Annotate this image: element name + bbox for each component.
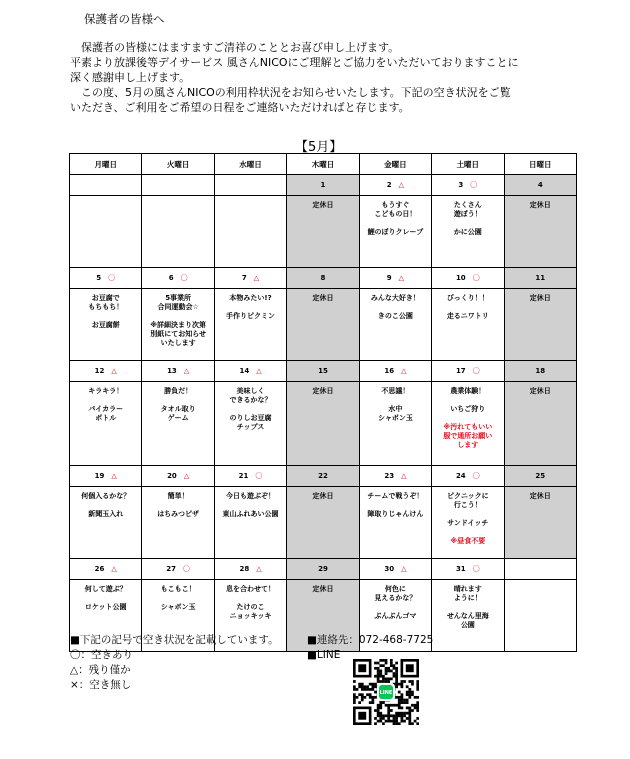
activity-line: シャボン玉 [160,603,196,611]
calendar-date-row [70,361,577,382]
activity-note: します [457,441,479,449]
letter-paragraph: 保護者の皆様にはますますご清祥のこととお喜び申し上げます。 [70,41,400,54]
activity-line: 不思議！ [381,387,410,395]
closed-day-cell [287,487,359,559]
activity-line: バイカラー [88,405,124,413]
activity-line [432,219,503,228]
activity-line [70,594,141,603]
calendar-day-header [504,361,576,382]
activity-line: チップス [236,423,265,431]
closed-day-cell [504,487,576,559]
activity-cell [142,487,214,559]
weekday-header: 火曜日 [142,154,214,175]
day-number: 20 [167,472,177,480]
availability-few-icon: △ [111,367,117,375]
calendar-event-row [70,487,577,559]
letter-paragraph: いただき、ご利用をご希望の日程をご連絡いただければと存じます。 [70,101,410,114]
calendar-day-header [287,175,359,196]
line-qr-code-icon[interactable] [353,659,419,725]
calendar-day-header [504,268,576,289]
activity-line [142,312,213,321]
calendar-date-row [70,466,577,487]
activity-cell [70,196,142,268]
calendar-day-header [287,268,359,289]
day-number: 21 [238,472,249,480]
activity-line: お豆腐で [91,294,120,302]
activity-line [432,603,503,612]
day-number: 30 [384,565,395,573]
activity-cell [432,487,504,559]
activity-line: びっくり！！ [446,294,489,302]
activity-line: 定休日 [312,492,334,500]
day-number: 26 [94,565,105,573]
activity-line: 本物みたい!? [229,294,272,302]
availability-open-icon: 〇 [183,565,190,573]
weekday-header: 水曜日 [214,154,286,175]
activity-line: もうすぐ [381,201,410,209]
calendar-title: 【5月】 [295,140,343,155]
activity-line: 合同運動会☆ [157,303,199,311]
closed-day-cell [287,289,359,361]
contact-line-label: ■LINE [307,649,341,661]
availability-few-icon: △ [183,367,190,375]
activity-line: もこもこ！ [160,585,196,593]
activity-line: 何個入るかな？ [81,492,131,500]
day-number: 24 [455,472,466,480]
calendar-day-header [214,559,286,580]
closed-day-cell [287,196,359,268]
day-number: 29 [318,565,328,573]
activity-cell [432,382,504,466]
activity-cell [214,289,286,361]
activity-line: 晴れます [453,585,482,593]
day-number: 5 [96,274,102,282]
activity-line: 定休日 [529,492,551,500]
activity-line: ロケット公園 [84,603,127,611]
activity-line [360,219,431,228]
activity-cell [359,382,431,466]
day-number: 12 [94,367,105,375]
activity-line: 見えるかな？ [374,594,417,602]
activity-line [215,501,286,510]
activity-line: たくさん [453,201,482,209]
activity-line [360,303,431,312]
activity-line: 定休日 [312,387,334,395]
availability-few-icon: △ [401,367,407,375]
day-number: 31 [455,565,466,573]
activity-line: 定休日 [312,201,334,209]
day-number: 14 [239,367,250,375]
activity-line: 定休日 [529,387,551,395]
availability-calendar [69,153,577,652]
activity-line: かに公園 [453,228,482,236]
day-number: 4 [537,181,543,189]
contact-phone: ■連絡先：072-468-7725 [307,634,434,646]
activity-cell [359,487,431,559]
activity-line: ように！ [453,594,482,602]
activity-line: みんな大好き！ [370,294,420,302]
calendar-day-header [142,466,214,487]
activity-cell [432,289,504,361]
activity-line: 行こう！ [453,501,482,509]
activity-line [70,396,141,405]
calendar-day-header [70,559,142,580]
activity-cell [142,196,214,268]
weekday-header: 土曜日 [432,154,504,175]
availability-few-icon: △ [183,472,190,480]
activity-line: 鯉のぼりクレープ [367,228,424,236]
calendar-day-header [287,559,359,580]
activity-cell [359,289,431,361]
availability-few-icon: △ [401,565,407,573]
calendar-day-header [504,466,576,487]
activity-cell [214,487,286,559]
availability-open-icon: 〇 [472,472,480,480]
availability-open-icon: 〇 [470,181,478,189]
activity-line [215,303,286,312]
legend-item-available: 〇：空きあり [70,649,133,661]
letter-paragraph: この度、5月の風さんNICOの利用枠状況をお知らせいたします。下記の空き状況をご覧 [70,86,511,99]
calendar-day-header [432,559,504,580]
activity-line: シャボン玉 [377,414,413,422]
activity-cell [214,196,286,268]
availability-few-icon: △ [398,181,405,189]
calendar-day-header [142,559,214,580]
day-number: 3 [458,181,464,189]
availability-few-icon: △ [111,565,117,573]
activity-line: タオル取り [160,405,196,413]
activity-line: 障取りじゃんけん [367,510,424,518]
day-number: 19 [94,472,105,480]
activity-cell [70,382,142,466]
activity-line: お豆腐餅 [91,321,120,329]
availability-few-icon: △ [256,565,262,573]
activity-line [70,501,141,510]
calendar-date-row [70,268,577,289]
activity-cell [359,196,431,268]
day-number: 2 [386,181,392,189]
calendar-date-row [70,175,577,196]
activity-line [432,303,503,312]
activity-line [432,510,503,519]
day-number: 25 [535,472,546,480]
calendar-day-header [70,361,142,382]
activity-line [432,528,503,537]
activity-cell [142,289,214,361]
availability-few-icon: △ [401,472,407,480]
activity-line: ぶんぶんゴマ [374,612,417,620]
day-number: 27 [166,565,176,573]
activity-line: 定休日 [312,294,334,302]
activity-cell [504,580,576,652]
day-number: 7 [241,274,247,282]
calendar-day-header [359,268,431,289]
calendar-day-header [432,268,504,289]
activity-line [215,594,286,603]
activity-line: 今日も遊ぶぞ！ [226,492,276,500]
activity-note: 服で通所お願い [443,432,493,440]
weekday-header: 木曜日 [287,154,359,175]
letter-paragraph: 平素より放課後等デイサービス 風さんNICOにご理解とご協力をいただいておりますことに [70,56,519,69]
activity-line: 何して遊ぶ？ [84,585,127,593]
day-number: 8 [320,274,326,282]
calendar-day-header [359,559,431,580]
activity-line [142,396,213,405]
calendar-day-header [142,175,214,196]
activity-line: ニョッキッキ [229,612,272,620]
calendar-day-header [70,268,142,289]
calendar-day-header [287,466,359,487]
activity-line: 美味しく [236,387,265,395]
activity-line: せんなん里海 [446,612,489,620]
availability-legend [70,633,279,693]
calendar-day-header [142,268,214,289]
activity-line [70,312,141,321]
activity-line [360,603,431,612]
activity-line [432,396,503,405]
calendar-day-header [359,361,431,382]
day-number: 23 [384,472,395,480]
activity-line [360,501,431,510]
calendar-day-header [359,466,431,487]
day-number: 28 [239,565,250,573]
calendar-day-header [214,268,286,289]
activity-line [142,501,213,510]
availability-open-icon: 〇 [472,274,480,282]
legend-item-full: ×：空き無し [70,679,132,691]
activity-line: 新聞玉入れ [88,510,124,518]
activity-line: 定休日 [529,294,551,302]
activity-line: 定休日 [312,585,334,593]
activity-line: 東山ふれあい公園 [222,510,279,518]
availability-few-icon: △ [256,367,262,375]
activity-line: はちみつピザ [157,510,200,518]
letter-body [70,40,590,115]
activity-line: チームで戦うぞ！ [367,492,424,500]
weekday-header: 金曜日 [359,154,431,175]
activity-cell [432,580,504,652]
availability-open-icon: 〇 [472,367,480,375]
day-number: 17 [455,367,466,375]
activity-line [432,414,503,423]
svg-text:LINE: LINE [379,690,393,696]
calendar-day-header [214,361,286,382]
calendar-event-row [70,382,577,466]
calendar-event-row [70,289,577,361]
calendar-day-header [214,466,286,487]
calendar-day-header [70,466,142,487]
calendar-day-header [287,361,359,382]
day-number: 15 [318,367,328,375]
activity-line: たけのこ [236,603,265,611]
activity-line: ゲーム [167,414,189,422]
activity-line: 走るニワトリ [446,312,489,320]
weekday-header: 月曜日 [70,154,142,175]
calendar-day-header [432,175,504,196]
activity-line: 息を合わせて！ [226,585,276,593]
activity-line: サンドイッチ [447,519,489,527]
activity-line: 遊ぼう！ [453,210,482,218]
availability-open-icon: 〇 [180,274,188,282]
day-number: 13 [167,367,177,375]
activity-line: 勝負だ！ [164,387,193,395]
calendar-day-header [432,361,504,382]
activity-line: キラキラ！ [88,387,124,395]
activity-line [215,405,286,414]
activity-line: いちご狩り [450,405,486,413]
calendar-day-header [504,559,576,580]
calendar-day-header [70,175,142,196]
activity-line: もちもち！ [88,303,124,311]
activity-line [142,594,213,603]
activity-line: 農業体験！ [450,387,486,395]
activity-line [360,396,431,405]
availability-few-icon: △ [111,472,117,480]
activity-cell [214,382,286,466]
calendar-day-header [359,175,431,196]
letter-paragraph: 深く感謝申し上げます。 [70,71,191,84]
availability-open-icon: 〇 [108,274,116,282]
calendar-day-header [214,175,286,196]
activity-cell [70,289,142,361]
activity-line: 別紙にてお知らせ [150,330,207,338]
activity-line: 何色に [384,585,406,593]
legend-item-few-left: △：残り僅か [70,664,131,676]
availability-few-icon: △ [398,274,405,282]
letter-greeting: 保護者の皆様へ [84,12,165,26]
weekday-header-row [70,154,577,175]
day-number: 16 [384,367,395,375]
activity-line: できるかな？ [229,396,272,404]
activity-line: いたします [160,339,196,347]
activity-line: ピクニックに [447,492,489,500]
day-number: 22 [318,472,328,480]
legend-title: ■下記の記号で空き状況を記載しています。 [70,634,279,646]
activity-line: きのこ公園 [377,312,413,320]
activity-line: 手作りピクミン [226,312,276,320]
calendar-date-row [70,559,577,580]
activity-line: ※詳細決まり次第 [150,321,207,329]
calendar-event-row [70,196,577,268]
closed-day-cell [504,196,576,268]
calendar-day-header [432,466,504,487]
day-number: 18 [535,367,546,375]
activity-line: 水中 [388,405,403,413]
day-number: 10 [455,274,466,282]
activity-line: 公園 [460,621,475,629]
availability-open-icon: 〇 [472,565,480,573]
closed-day-cell [287,382,359,466]
day-number: 9 [386,274,392,282]
availability-few-icon: △ [253,274,260,282]
calendar-day-header [504,175,576,196]
activity-line: ボトル [95,414,117,422]
activity-note: ※汚れてもいい [443,423,493,431]
closed-day-cell [504,382,576,466]
activity-cell [142,382,214,466]
activity-line: こどもの日！ [374,210,417,218]
day-number: 11 [535,274,546,282]
activity-line: 5事業所 [165,294,192,302]
activity-cell [432,196,504,268]
calendar-day-header [142,361,214,382]
day-number: 1 [320,181,326,189]
activity-line: のりしお豆腐 [229,414,272,422]
weekday-header: 日曜日 [504,154,576,175]
activity-line: 定休日 [529,201,551,209]
day-number: 6 [168,274,174,282]
activity-cell [70,487,142,559]
availability-open-icon: 〇 [255,472,263,480]
activity-note: ※昼食不要 [450,537,486,545]
closed-day-cell [504,289,576,361]
activity-line: 簡単！ [167,492,189,500]
